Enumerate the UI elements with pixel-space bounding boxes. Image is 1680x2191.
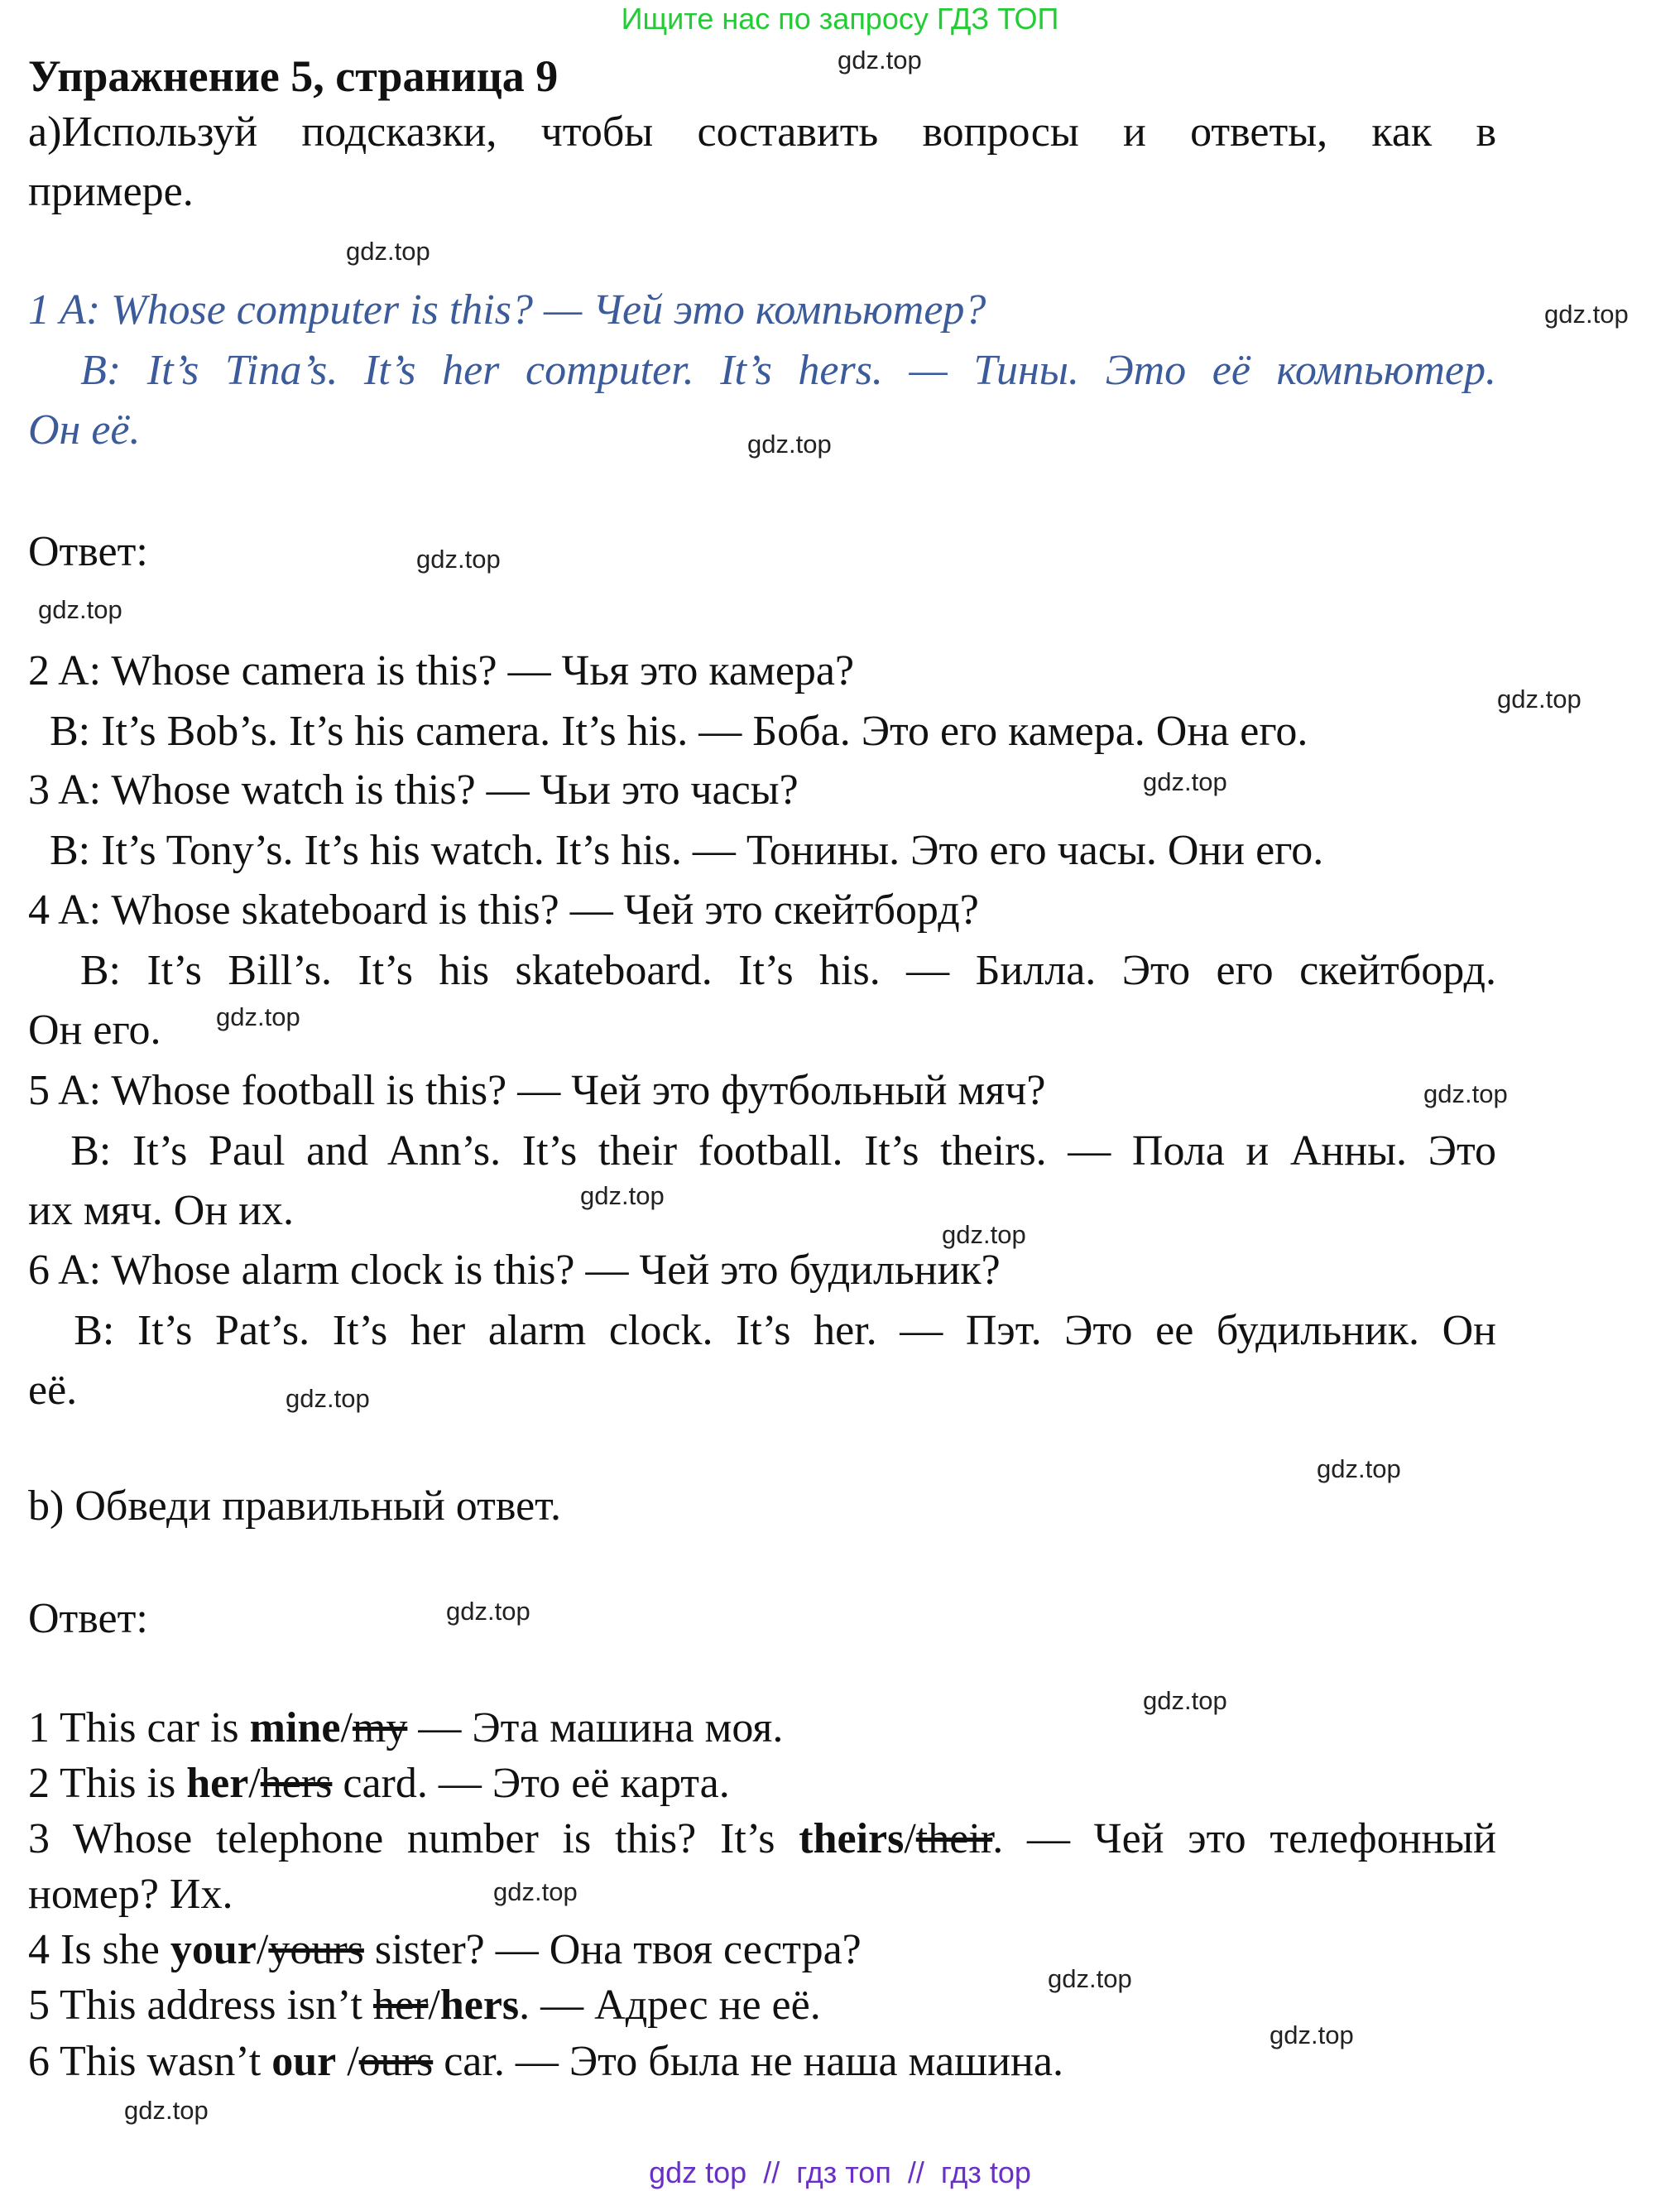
watermark: gdz.top (416, 545, 501, 574)
example-line-2: B: It’s Tina’s. It’s her computer. It’s hers. — Тины. Это её компьютер. (28, 347, 1496, 394)
correct-answer: your (170, 1926, 257, 1973)
wrong-answer: yours (268, 1926, 364, 1973)
header-search-link[interactable]: Ищите нас по запросу ГДЗ ТОП (621, 2, 1059, 36)
watermark: gdz.top (1143, 1686, 1227, 1715)
wrong-answer: their (915, 1815, 993, 1862)
answer-a-line: B: It’s Tony’s. It’s his watch. It’s his. — Тонины. Это его часы. Они его. (28, 827, 1324, 874)
answer-label-a: Ответ: (28, 528, 148, 575)
slash: / (340, 1704, 353, 1751)
answer-a-line: Он его. (28, 1007, 161, 1054)
text: 1 This car is (28, 1704, 250, 1751)
watermark: gdz.top (1497, 685, 1582, 714)
text: sister? — Она твоя сестра? (363, 1926, 862, 1973)
example-line-3: Он её. (28, 406, 141, 454)
answer-b-line (28, 1759, 730, 1809)
text: car. — Это была не наша машина. (433, 2038, 1063, 2085)
slash: / (336, 2038, 359, 2085)
task-a-line-1: а)Используй подсказки, чтобы составить вопросы и ответы, как в (28, 108, 1496, 156)
correct-answer: mine (249, 1704, 341, 1751)
correct-answer: hers (439, 1982, 520, 2029)
answer-label-b: Ответ: (28, 1595, 148, 1642)
task-b-instruction: b) Обведи правильный ответ. (28, 1482, 561, 1530)
watermark: gdz.top (942, 1220, 1026, 1249)
watermark: gdz.top (38, 595, 122, 624)
watermark: gdz.top (446, 1597, 530, 1626)
slash: / (904, 1815, 916, 1862)
watermark: gdz.top (1143, 767, 1227, 796)
wrong-answer: my (352, 1704, 408, 1751)
footer-links[interactable]: gdz top // гдз топ // гдз top (649, 2155, 1031, 2189)
correct-answer: her (186, 1760, 249, 1807)
answer-b-line: номер? Их. (28, 1871, 233, 1918)
answer-b-line (28, 1814, 1496, 1864)
watermark: gdz.top (1270, 2020, 1354, 2049)
answer-a-line: 3 A: Whose watch is this? — Чьи это часы? (28, 766, 799, 814)
answer-a-line: B: It’s Pat’s. It’s her alarm clock. It’s her. — Пэт. Это ее будильник. Он (28, 1307, 1496, 1354)
example-line-1: 1 A: Whose computer is this? — Чей это компьютер? (28, 286, 986, 334)
page-title: Упражнение 5, страница 9 (28, 51, 559, 101)
watermark: gdz.top (346, 237, 430, 266)
answer-b-line (28, 1703, 783, 1753)
answer-a-line: 5 A: Whose football is this? — Чей это футбольный мяч? (28, 1067, 1046, 1114)
slash: / (428, 1982, 440, 2029)
answer-a-line: B: It’s Bob’s. It’s his camera. It’s his. — Боба. Это его камера. Она его. (28, 708, 1308, 755)
text: 6 This wasn’t (28, 2038, 272, 2085)
answer-a-line: 4 A: Whose skateboard is this? — Чей это скейтборд? (28, 886, 979, 934)
wrong-answer: her (372, 1982, 429, 2029)
text: 3 Whose telephone number is this? It’s (28, 1815, 799, 1862)
wrong-answer: ours (358, 2038, 434, 2085)
watermark: gdz.top (1423, 1079, 1508, 1108)
answer-b-line (28, 2037, 1063, 2087)
watermark: gdz.top (216, 1002, 300, 1031)
answer-a-line: их мяч. Он их. (28, 1187, 295, 1234)
text: 4 Is she (28, 1926, 170, 1973)
task-a-line-2: примере. (28, 168, 194, 215)
answer-a-line: 2 A: Whose camera is this? — Чья это камера? (28, 647, 855, 694)
watermark: gdz.top (747, 430, 832, 459)
watermark: gdz.top (580, 1181, 665, 1210)
answer-a-line: B: It’s Paul and Ann’s. It’s their football. It’s theirs. — Пола и Анны. Это (28, 1127, 1496, 1175)
watermark: gdz.top (1048, 1964, 1132, 1993)
correct-answer: theirs (799, 1815, 905, 1862)
wrong-answer: hers (260, 1760, 333, 1807)
answer-b-line (28, 1925, 862, 1975)
watermark: gdz.top (838, 46, 922, 74)
correct-answer: our (271, 2038, 337, 2085)
text: . — Чей это телефонный (992, 1815, 1496, 1862)
answer-a-line: B: It’s Bill’s. It’s his skateboard. It’s his. — Билла. Это его скейтборд. (28, 947, 1496, 994)
text: 2 This is (28, 1760, 187, 1807)
watermark: gdz.top (124, 2096, 209, 2125)
answer-a-line: её. (28, 1367, 78, 1414)
answer-a-line: 6 A: Whose alarm clock is this? — Чей это будильник? (28, 1247, 1001, 1294)
slash: / (256, 1926, 269, 1973)
slash: / (248, 1760, 261, 1807)
text: — Эта машина моя. (407, 1704, 784, 1751)
text: 5 This address isn’t (28, 1982, 373, 2029)
watermark: gdz.top (1544, 300, 1629, 329)
text: card. — Это её карта. (332, 1760, 730, 1807)
watermark: gdz.top (1317, 1454, 1401, 1483)
watermark: gdz.top (286, 1384, 370, 1413)
answer-b-line (28, 1981, 821, 2030)
text: . — Адрес не её. (519, 1982, 821, 2029)
watermark: gdz.top (493, 1877, 578, 1906)
